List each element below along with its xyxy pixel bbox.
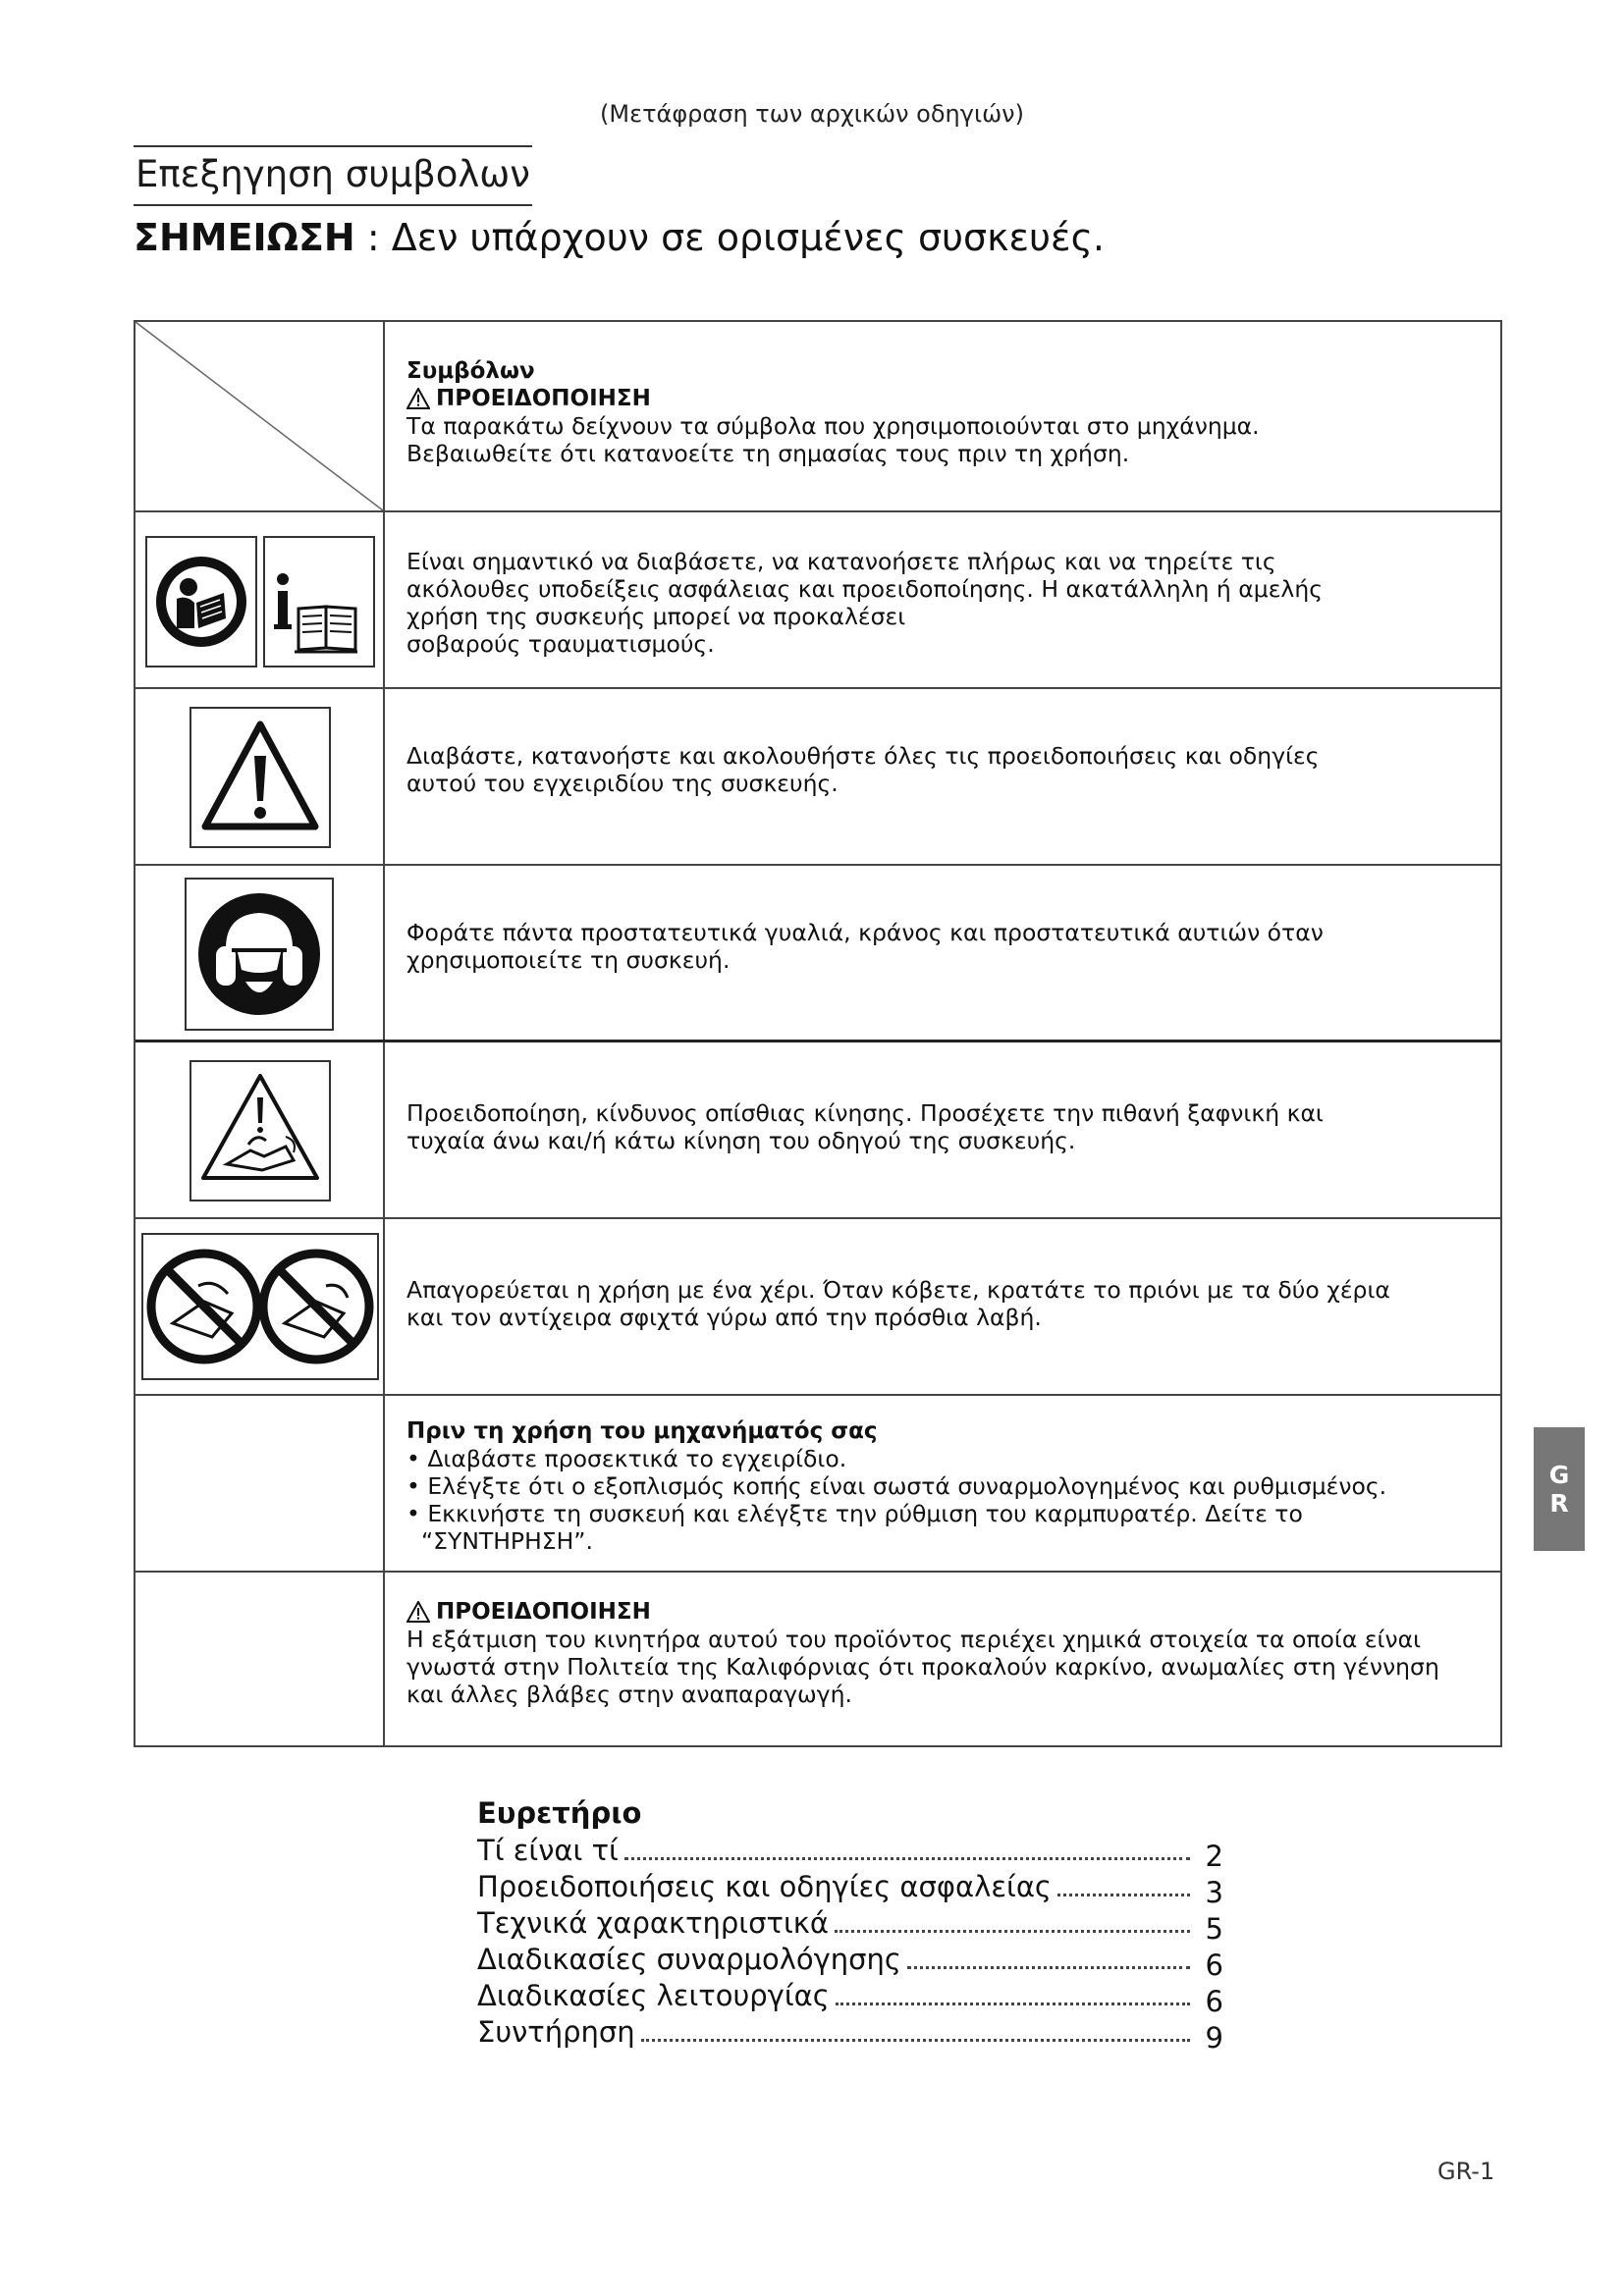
toc-entry-page: 6 bbox=[1205, 1985, 1223, 2018]
note-text: Δεν υπάρχουν σε ορισμένες συσκευές. bbox=[391, 216, 1105, 259]
note-line bbox=[134, 216, 1105, 259]
icon-cell bbox=[135, 866, 385, 1040]
bullet-item: “ΣΥΝΤΗΡΗΣΗ”. bbox=[406, 1527, 593, 1555]
info-book-icon bbox=[263, 536, 375, 667]
table-of-contents bbox=[477, 1796, 1223, 2055]
toc-entry[interactable] bbox=[477, 2015, 1223, 2055]
toc-entry[interactable] bbox=[477, 1979, 1223, 2018]
toc-entry[interactable] bbox=[477, 1834, 1223, 1873]
icon-cell bbox=[135, 512, 385, 687]
row-line: αυτού του εγχειριδίου της συσκευής. bbox=[406, 770, 839, 797]
table-row-intro bbox=[135, 322, 1500, 512]
read-manual-icon bbox=[145, 536, 257, 667]
toc-entry-label: Διαδικασίες λειτουργίας bbox=[477, 1979, 830, 2012]
row-line: Είναι σημαντικό να διαβάσετε, να κατανοήσετε πλήρως και να τηρείτε τις bbox=[406, 548, 1276, 575]
california-line: Η εξάτμιση του κινητήρα αυτού του προϊόντος περιέχει χημικά στοιχεία τα οποία είναι bbox=[406, 1626, 1422, 1653]
california-line: γνωστά στην Πολιτεία της Καλιφόρνιας ότι προκαλούν καρκίνο, ανωμαλίες στη γέννηση bbox=[406, 1653, 1439, 1681]
language-tab-letter: G bbox=[1548, 1461, 1570, 1489]
intro-line: Τα παρακάτω δείχνουν τα σύμβολα που χρησιμοποιούνται στο μηχάνημα. bbox=[406, 412, 1260, 440]
kickback-warning-icon bbox=[189, 1060, 331, 1201]
table-row-read-manual bbox=[135, 512, 1500, 689]
row-line: και τον αντίχειρα σφιχτά γύρω από την πρόσθια λαβή. bbox=[406, 1304, 1042, 1331]
row-text bbox=[406, 1099, 1490, 1154]
no-one-hand-icon bbox=[141, 1233, 379, 1380]
language-tab bbox=[1534, 1427, 1585, 1551]
toc-entry-label: Διαδικασίες συναρμολόγησης bbox=[477, 1943, 901, 1976]
california-line: και άλλες βλάβες στην αναπαραγωγή. bbox=[406, 1681, 852, 1708]
before-use-text bbox=[406, 1417, 1490, 1555]
language-tab-letter: R bbox=[1549, 1489, 1569, 1518]
intro-warning bbox=[406, 385, 1490, 412]
toc-leader bbox=[836, 2002, 1190, 2005]
empty-header-cell bbox=[135, 322, 385, 510]
note-separator: : bbox=[354, 216, 392, 259]
icon-cell bbox=[135, 1042, 385, 1217]
toc-entry-label: Συντήρηση bbox=[477, 2015, 635, 2049]
toc-entry[interactable] bbox=[477, 1870, 1223, 1909]
diagonal-line-icon bbox=[135, 322, 383, 510]
icon-cell bbox=[135, 1219, 385, 1394]
bullet-item: • Ελέγξτε ότι ο εξοπλισμός κοπής είναι σωστά συναρμολογημένος και ρυθμισμένος. bbox=[406, 1472, 1387, 1500]
warning-label: ΠΡΟΕΙΔΟΠΟΙΗΣΗ bbox=[436, 386, 651, 411]
protective-gear-icon bbox=[185, 878, 334, 1031]
empty-icon-cell bbox=[135, 1573, 385, 1745]
toc-leader bbox=[907, 1966, 1190, 1969]
table-row-protective-gear bbox=[135, 866, 1500, 1042]
toc-entry-page: 5 bbox=[1205, 1912, 1223, 1946]
row-line: Προειδοποίηση, κίνδυνος οπίσθιας κίνησης. Προσέχετε την πιθανή ξαφνική και bbox=[406, 1099, 1324, 1127]
row-text bbox=[406, 919, 1490, 974]
toc-entry-page: 6 bbox=[1205, 1949, 1223, 1982]
row-line: Διαβάστε, κατανοήστε και ακολουθήστε όλες τις προειδοποιήσεις και οδηγίες bbox=[406, 742, 1320, 770]
bullet-item: • Εκκινήστε τη συσκευή και ελέγξτε την ρύθμιση του καρμπυρατέρ. Δείτε το bbox=[406, 1500, 1303, 1527]
row-line: σοβαρούς τραυματισμούς. bbox=[406, 630, 715, 658]
table-row-before-use bbox=[135, 1396, 1500, 1573]
toc-entry-page: 2 bbox=[1205, 1840, 1223, 1873]
before-use-heading: Πριν τη χρήση του μηχανήματός σας bbox=[406, 1418, 878, 1444]
row-line: ακόλουθες υποδείξεις ασφάλειας και προειδοποίησης. Η ακατάλληλη ή αμελής bbox=[406, 575, 1324, 603]
section-title: Επεξηγηση συμβολων bbox=[134, 145, 532, 206]
toc-entry-label: Τί είναι τί bbox=[477, 1834, 619, 1867]
row-line: χρήση της συσκευής μπορεί να προκαλέσει bbox=[406, 603, 906, 630]
table-row-kickback bbox=[135, 1042, 1500, 1219]
toc-leader bbox=[1057, 1894, 1190, 1896]
row-text bbox=[406, 742, 1490, 797]
toc-leader bbox=[624, 1857, 1190, 1860]
table-row-no-one-hand bbox=[135, 1219, 1500, 1396]
symbols-heading: Συμβόλων bbox=[406, 358, 535, 384]
row-line: Φοράτε πάντα προστατευτικά γυαλιά, κράνος και προστατευτικά αυτιών όταν bbox=[406, 919, 1324, 946]
toc-entry-label: Τεχνικά χαρακτηριστικά bbox=[477, 1906, 829, 1940]
table-row-california bbox=[135, 1573, 1500, 1745]
row-line: Απαγορεύεται η χρήση με ένα χέρι. Όταν κόβετε, κρατάτε το πριόνι με τα δύο χέρια bbox=[406, 1276, 1390, 1304]
page-number: GR-1 bbox=[1437, 2158, 1495, 2185]
empty-icon-cell bbox=[135, 1396, 385, 1571]
symbols-table bbox=[134, 320, 1502, 1747]
bullet-item: • Διαβάστε προσεκτικά το εγχειρίδιο. bbox=[406, 1445, 847, 1472]
row-line: χρησιμοποιείτε τη συσκευή. bbox=[406, 946, 731, 974]
toc-entry[interactable] bbox=[477, 1943, 1223, 1982]
toc-leader bbox=[835, 1930, 1190, 1933]
toc-entry-page: 3 bbox=[1205, 1876, 1223, 1909]
california-text bbox=[406, 1598, 1490, 1708]
toc-entry[interactable] bbox=[477, 1906, 1223, 1946]
warning-small-icon bbox=[406, 388, 430, 409]
toc-entry-label: Προειδοποιήσεις και οδηγίες ασφαλείας bbox=[477, 1870, 1052, 1903]
row-line: τυχαία άνω και/ή κάτω κίνηση του οδηγού της συσκευής. bbox=[406, 1127, 1076, 1154]
table-row-warning bbox=[135, 689, 1500, 866]
warning-triangle-icon bbox=[189, 707, 331, 848]
row-text bbox=[406, 1276, 1490, 1331]
intro-text bbox=[406, 357, 1490, 467]
note-label: ΣΗΜΕΙΩΣΗ bbox=[134, 216, 355, 259]
translation-subtitle: (Μετάφραση των αρχικών οδηγιών) bbox=[600, 100, 1024, 128]
toc-entry-page: 9 bbox=[1205, 2021, 1223, 2055]
icon-cell bbox=[135, 689, 385, 864]
warning-label: ΠΡΟΕΙΔΟΠΟΙΗΣΗ bbox=[436, 1599, 651, 1625]
intro-line: Βεβαιωθείτε ότι κατανοείτε τη σημασίας τους πριν τη χρήση. bbox=[406, 440, 1130, 467]
california-warning bbox=[406, 1598, 1490, 1626]
warning-small-icon bbox=[406, 1601, 430, 1623]
toc-leader bbox=[641, 2039, 1190, 2042]
toc-title: Ευρετήριο bbox=[477, 1796, 642, 1830]
row-text bbox=[406, 548, 1490, 658]
